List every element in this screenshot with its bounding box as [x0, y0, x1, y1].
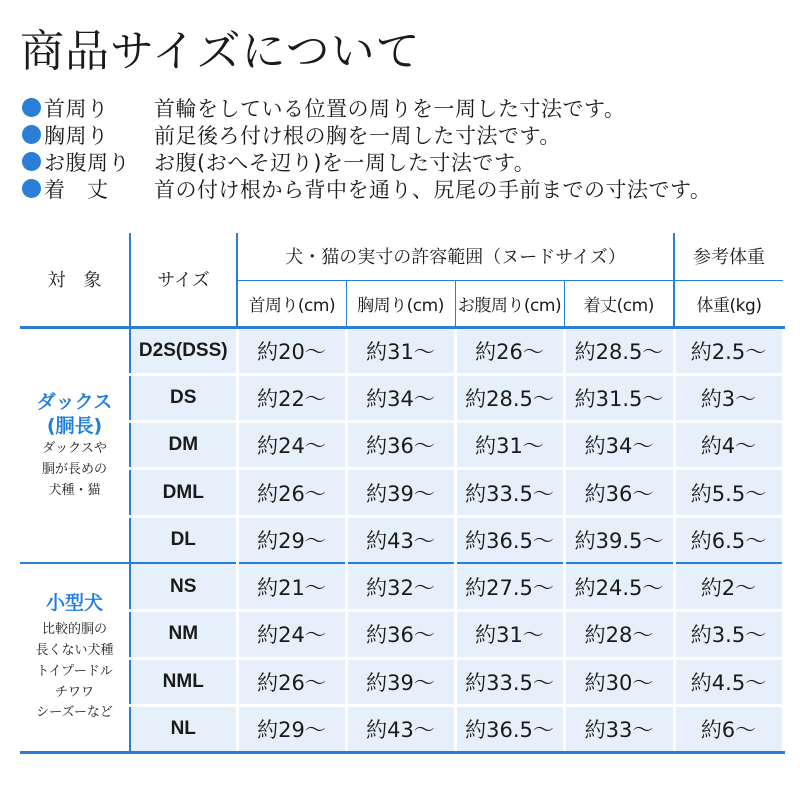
group-title: (胴長) — [46, 415, 103, 438]
definition-term: 首周り — [44, 96, 109, 121]
length-cell: 約31.5〜 — [564, 374, 674, 421]
chest-cell: 約39〜 — [346, 658, 455, 705]
size-table — [20, 233, 785, 754]
neck-cell: 約24〜 — [237, 422, 346, 469]
group-title: 小型犬 — [45, 592, 103, 615]
header-length: 着丈(cm) — [564, 280, 674, 327]
group-description: チワワ — [54, 684, 94, 700]
group-description: 胴が長めの — [41, 461, 107, 477]
belly-cell: 約31〜 — [455, 422, 564, 469]
length-cell: 約28〜 — [564, 611, 674, 658]
definition-term: 胸周り — [44, 123, 109, 148]
group-description: ダックスや — [42, 440, 107, 456]
group-description: 犬種・猫 — [48, 482, 101, 498]
belly-cell: 約36.5〜 — [455, 705, 564, 752]
size-cell: NML — [130, 658, 237, 705]
weight-cell: 約2〜 — [674, 563, 783, 610]
group-description: シーズーなど — [36, 705, 113, 721]
definition-term: 着 丈 — [44, 177, 109, 202]
group-title: ダックス — [36, 390, 113, 413]
chest-cell: 約31〜 — [346, 327, 455, 374]
belly-cell: 約33.5〜 — [455, 658, 564, 705]
table-row — [20, 327, 783, 374]
table-row — [20, 469, 783, 516]
weight-cell: 約5.5〜 — [674, 469, 783, 516]
definition-item — [22, 94, 711, 121]
bullet-icon — [22, 152, 41, 171]
belly-cell: 約31〜 — [455, 611, 564, 658]
chest-cell: 約36〜 — [346, 611, 455, 658]
table-row — [20, 422, 783, 469]
weight-cell: 約4.5〜 — [674, 658, 783, 705]
header-chest: 胸周り(cm) — [346, 280, 455, 327]
group-label-dachshund — [20, 327, 130, 563]
definition-item — [22, 175, 711, 202]
neck-cell: 約21〜 — [237, 563, 346, 610]
length-cell: 約34〜 — [564, 422, 674, 469]
neck-cell: 約24〜 — [237, 611, 346, 658]
neck-cell: 約22〜 — [237, 374, 346, 421]
header-size: サイズ — [130, 233, 237, 327]
group-label-small-dog — [20, 563, 130, 752]
weight-cell: 約3.5〜 — [674, 611, 783, 658]
table-row — [20, 705, 783, 752]
size-cell: DML — [130, 469, 237, 516]
chest-cell: 約36〜 — [346, 422, 455, 469]
definition-item — [22, 121, 711, 148]
belly-cell: 約33.5〜 — [455, 469, 564, 516]
definition-item — [22, 148, 711, 175]
table-row — [20, 516, 783, 563]
weight-cell: 約2.5〜 — [674, 327, 783, 374]
header-target: 対 象 — [20, 233, 130, 327]
group-description: 比較的胴の — [41, 622, 107, 638]
weight-cell: 約3〜 — [674, 374, 783, 421]
chest-cell: 約43〜 — [346, 516, 455, 563]
bullet-icon — [22, 179, 41, 198]
weight-cell: 約6〜 — [674, 705, 783, 752]
length-cell: 約30〜 — [564, 658, 674, 705]
group-description: トイプードル — [36, 663, 113, 679]
neck-cell: 約20〜 — [237, 327, 346, 374]
length-cell: 約28.5〜 — [564, 327, 674, 374]
length-cell: 約36〜 — [564, 469, 674, 516]
definition-term: お腹周り — [44, 150, 130, 175]
size-cell: DM — [130, 422, 237, 469]
header-range: 犬・猫の実寸の許容範囲（ヌードサイズ） — [237, 233, 674, 280]
group-description: 長くない犬種 — [35, 642, 114, 658]
table-row — [20, 658, 783, 705]
table-row — [20, 563, 783, 610]
header-neck: 首周り(cm) — [237, 280, 346, 327]
header-weight: 体重(kg) — [674, 280, 783, 327]
table-row — [20, 374, 783, 421]
size-cell: DS — [130, 374, 237, 421]
definition-text: 首輪をしている位置の周りを一周した寸法です。 — [154, 96, 626, 121]
belly-cell: 約27.5〜 — [455, 563, 564, 610]
table-row — [20, 611, 783, 658]
definition-text: お腹(おへそ辺り)を一周した寸法です。 — [154, 150, 536, 175]
neck-cell: 約26〜 — [237, 469, 346, 516]
definition-list — [22, 94, 711, 202]
chest-cell: 約32〜 — [346, 563, 455, 610]
weight-cell: 約6.5〜 — [674, 516, 783, 563]
size-cell: NM — [130, 611, 237, 658]
page-title: 商品サイズについて — [20, 26, 421, 77]
size-cell: NS — [130, 563, 237, 610]
size-cell: NL — [130, 705, 237, 752]
neck-cell: 約29〜 — [237, 705, 346, 752]
belly-cell: 約28.5〜 — [455, 374, 564, 421]
neck-cell: 約29〜 — [237, 516, 346, 563]
definition-text: 前足後ろ付け根の胸を一周した寸法です。 — [154, 123, 561, 148]
chest-cell: 約43〜 — [346, 705, 455, 752]
neck-cell: 約26〜 — [237, 658, 346, 705]
belly-cell: 約26〜 — [455, 327, 564, 374]
header-belly: お腹周り(cm) — [455, 280, 564, 327]
header-weight-group: 参考体重 — [674, 233, 783, 280]
chest-cell: 約34〜 — [346, 374, 455, 421]
length-cell: 約33〜 — [564, 705, 674, 752]
length-cell: 約24.5〜 — [564, 563, 674, 610]
size-cell: D2S(DSS) — [130, 327, 237, 374]
size-cell: DL — [130, 516, 237, 563]
length-cell: 約39.5〜 — [564, 516, 674, 563]
belly-cell: 約36.5〜 — [455, 516, 564, 563]
chest-cell: 約39〜 — [346, 469, 455, 516]
bullet-icon — [22, 125, 41, 144]
bullet-icon — [22, 98, 41, 117]
definition-text: 首の付け根から背中を通り、尻尾の手前までの寸法です。 — [154, 177, 712, 202]
weight-cell: 約4〜 — [674, 422, 783, 469]
